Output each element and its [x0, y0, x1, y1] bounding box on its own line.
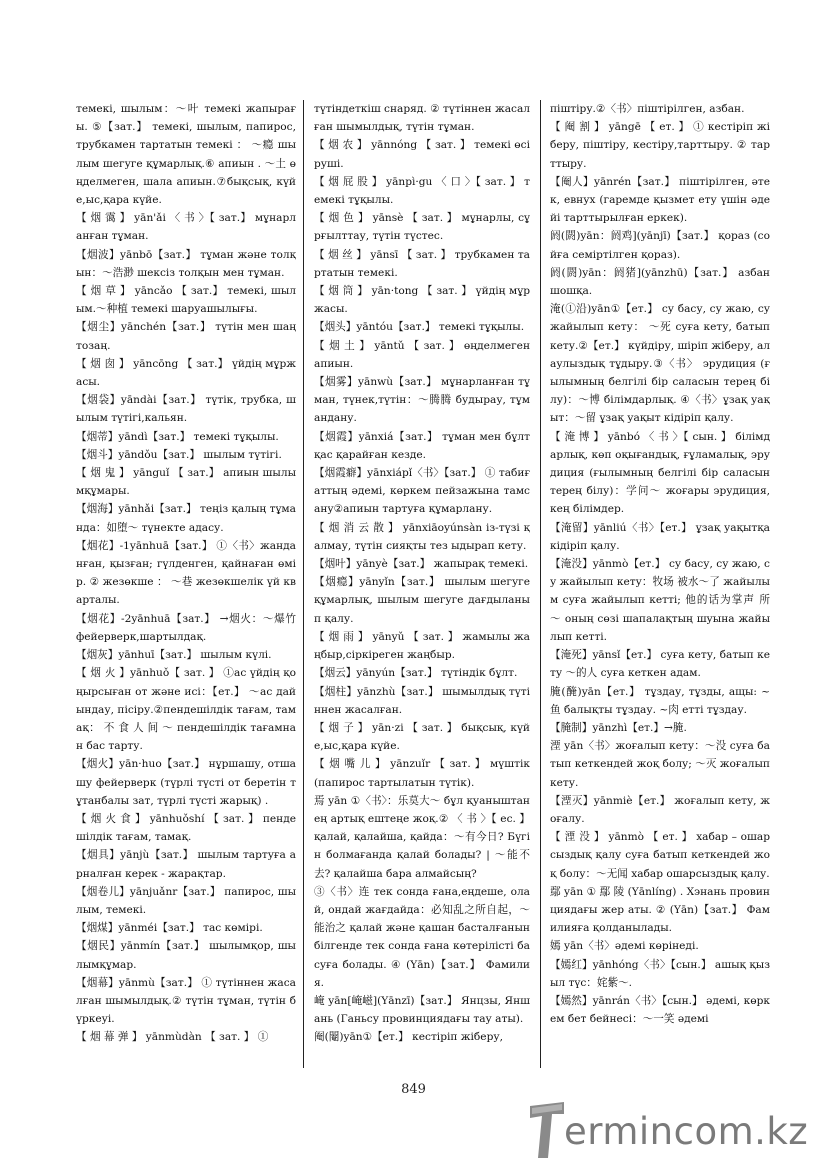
dictionary-entry: 【 烟 消 云 散 】 yānxiāoyúnsàn із-түзі қалмау, түтін сияқты тез ыдырап кету.	[314, 521, 530, 552]
dictionary-entry: 【 烟 草 】 yāncǎo 【 зат.】 темекі, шылым.～种植 темекі шаруашылығы.	[76, 285, 296, 316]
column-divider	[303, 100, 304, 1068]
dictionary-entry: 崦 yān[崦嵫](Yānzī)【зат.】 Янцзы, Яншань (Ганьсу провинциядағы тау аты).	[314, 994, 530, 1026]
dictionary-entry: 【 烟 火 】yānhuǒ【 зат. 】 ①ас үйдің қоңырсыған от және исі：【ет.】 ～ас дайындау, пісіру.②пендешілдік тағам, тамақ： 不 食 人 间 ～ пендешілдік тағамнан бас тарту.	[76, 667, 296, 753]
dictionary-entry: 【烟花】-2yānhuā【зат.】 →烟火：～爆竹 фейерверк,шартылдақ.	[76, 612, 296, 643]
dictionary-entry: 【 烟 筒 】 yān·tong 【 зат. 】 үйдің мұржасы.	[314, 285, 530, 316]
dictionary-entry: 【 烟 色 】 yānsè 【 зат. 】 мұнарлы, сұрғылттау, түтін түстес.	[314, 212, 530, 243]
dictionary-entry: 阉(閹)yān①【ет.】 кестіріп жіберу,	[314, 1031, 503, 1044]
dictionary-entry: 【淹没】yānmò【ет.】 су басу, су жаю, су жайылып кету：牧场 被水～了 жайылым суға жайылып кетті; 他的话为掌声 所 ～ оның сөзі шапалақтың шуына жайылып кетті.	[550, 558, 770, 643]
dictionary-entry: 淹(①沿)yān①【ет.】 су басу, су жаю, су жайылып кету： ～死 суға кету, батып кету.②【ет.】 күйдіру, шіріп жіберу, алаулыздық тұдыру.③〈书〉 эрудиция (ғылымның белгілі бір саласын терең білу)：～博 білімдарлық. ④〈书〉ұзақ уақыт：～留 ұзақ уақыт кідіріп қалу.	[550, 303, 770, 425]
dictionary-entry: 【烟民】yānmín【зат.】 шылымқор, шылымқұмар.	[76, 940, 296, 971]
dictionary-entry: 【嫣然】yānrán〈书〉【сын.】 әдемі, көркем бет бейнесі：～一笑 әдемі	[550, 994, 770, 1026]
dictionary-entry: 【 烟 嘴 儿 】 yānzuǐr 【 зат. 】 мүштік (папирос тартылатын түтік).	[314, 758, 530, 789]
dictionary-entry: 【嫣红】yānhóng〈书〉【сын.】 ашық қызыл түс：姹紫～.	[550, 958, 770, 989]
termincom-logo	[526, 1100, 816, 1162]
dictionary-entry: 【 烟 幕 弹 】 yānmùdàn 【 зат. 】 ①	[76, 1031, 269, 1044]
logo-text: ermincom.kz	[564, 1110, 809, 1153]
column-right	[550, 100, 770, 1066]
dictionary-entry: 【烟卷儿】yānjuǎnr【зат.】 папирос, шылым, темекі.	[76, 885, 296, 916]
dictionary-entry: 【烟花】-1yānhuā【зат.】 ①〈书〉жанданған, қызған; гүлденген, қайнаған өмір. ② жезөкше ： ～巷 жезөкшелік үй кварталы.	[76, 539, 296, 607]
page-number: 849	[401, 1082, 426, 1097]
column-divider	[540, 100, 541, 1068]
dictionary-entry: 【烟斗】yāndǒu【зат.】 шылым түтігі.	[76, 448, 282, 461]
dictionary-entry: 【 烟 霭 】 yān'ǎi 〈 书 〉【 зат.】 мұнарланған тұман.	[76, 212, 296, 243]
dictionary-entry: 【烟头】yāntóu【зат.】 темекі тұқылы.	[314, 321, 525, 334]
dictionary-entry: 【 烟 子 】 yān·zi 【 зат. 】 бықсық, күйе,ыс,қара күйе.	[314, 721, 530, 753]
dictionary-entry: темекі, шылым：～叶 темекі жапырағы. ⑤【зат.】 темекі, шылым, папирос, трубкамен тартатын темекі ： ～瘾 шылым шегуге құмарлық.⑥ апиын . ～土 өңделмеген, шала апиын.⑦бықсық, күйе,ыс,қара күйе.	[76, 103, 296, 207]
logo-t-icon	[526, 1100, 566, 1160]
dictionary-entry: 嫣 yān〈书〉әдемі көрінеді.	[550, 940, 699, 953]
dictionary-entry: 【烟叶】yānyè【зат.】 жапырақ темекі.	[314, 558, 529, 571]
dictionary-entry: 【 烟 土 】 yāntǔ 【 зат. 】 өңделмеген апиын.	[314, 339, 530, 370]
dictionary-entry: 【阉人】yānrén【зат.】 піштірілген, әтек, евнух (гаремде қызмет ету үшін әдейі тарттырылған еркек).	[550, 175, 770, 225]
dictionary-entry: 湮 yān〈书〉жоғалып кету：～没 суға батып кеткендей жоқ болу; ～灭 жоғалып кету.	[550, 740, 770, 789]
dictionary-entry: 阏(閼)yān：阏猪](yānzhū)【зат.】 азбан шошқа.	[550, 266, 770, 298]
dictionary-entry: 鄢 yān ① 鄢 陵 (Yānlíng) . Хэнань провинциядағы жер аты. ② (Yān)【зат.】 Фамилияға қолданылады.	[550, 885, 770, 935]
dictionary-entry: 【烟尘】yānchén【зат.】 түтін мен шаң тозаң.	[76, 321, 296, 352]
column-middle	[314, 100, 530, 1066]
dictionary-entry: 腌(醃)yān【ет.】 тұздау, тұзды, ащы: ~鱼 балықты тұздау. ~肉 етті тұздау.	[550, 685, 770, 716]
dictionary-entry: 【烟霞癖】yānxiápǐ〈书〉【зат.】 ① табиғаттың әдемі, көркем пейзажына тамсану②апиын тартуға құмарлану.	[314, 467, 530, 516]
dictionary-entry: 【 烟 鬼 】 yānguǐ 【 зат.】 апиын шылымқұмары.	[76, 467, 296, 498]
dictionary-entry: 【烟瘾】yānyǐn【зат.】 шылым шегуге құмарлық, шылым шегуге дағдыланып қалу.	[314, 576, 530, 625]
dictionary-entry: 【烟海】yānhǎi【зат.】 теңіз қалың тұманда：如堕～ түнекте адасу.	[76, 503, 296, 534]
dictionary-entry: 【 烟 农 】 yānnóng 【 зат. 】 темекі өсіруші.	[314, 139, 530, 170]
column-left	[76, 100, 296, 1066]
dictionary-entry: 阏(閼)yān：阏鸡](yānjī)【зат.】 қораз (сойға семіртілген қораз).	[550, 230, 770, 261]
dictionary-entry: 【淹留】yānliú〈书〉【ет.】 ұзақ уақытқа кідіріп қалу.	[550, 521, 770, 552]
dictionary-entry: 【淹死】yānsǐ【ет.】 суға кету, батып кету ～的人 суға кеткен адам.	[550, 649, 770, 680]
dictionary-entry: 【 阉 割 】 yāngē 【 ет. 】 ① кестіріп жіберу, піштіру, кестіру,тарттыру. ② тарттыру.	[550, 121, 770, 170]
dictionary-entry: 【湮灭】yānmiè【ет.】 жоғалып кету, жоғалу.	[550, 794, 770, 825]
dictionary-entry: ③〈书〉连 тек сонда ғана,еңдеше, олай, ондай жағдайда：必知乱之所自起，～能治之 қалай және қашан басталғанын білгенде тек сонда ғана көтерілісті басуға болады. ④ (Yān)【зат.】 Фамилия.	[314, 885, 530, 989]
dictionary-entry: піштіру.②〈书〉піштірілген, азбан.	[550, 103, 745, 115]
dictionary-entry: 【 烟 雨 】 yānyǔ 【 зат. 】 жамылы жаңбыр,сіркіреген жаңбыр.	[314, 630, 530, 662]
dictionary-entry: 【腌制】yānzhì【ет.】→腌.	[550, 721, 687, 734]
dictionary-entry: 【烟煤】yānméi【зат.】 тас көмірі.	[76, 922, 263, 935]
dictionary-entry: түтіндеткіш снаряд. ② түтіннен жасалған шымылдық, түтін тұман.	[314, 103, 530, 134]
dictionary-entry: 【烟幕】yānmù【зат.】 ① түтіннен жасалған шымылдық.② түтін тұман, түтін бүркеуі.	[76, 976, 296, 1026]
dictionary-entry: 【 湮 没 】 yānmò 【 ет. 】 хабар – ошарсыздық қалу суға батып кеткендей жоқ болу：～无闻 хабар ошарсыздық қалу.	[550, 831, 770, 880]
dictionary-entry: 【烟火】yān·huo【зат.】 нұршашу, отшашу фейерверк (түрлі түсті от беретін тұтанбалы зат, түрлі түсті жарық) .	[76, 758, 296, 807]
dictionary-entry: 【烟雾】yānwù【зат.】 мұнарланған тұман, түнек,түтін：～腾腾 будырау, тұмандану.	[314, 376, 530, 425]
dictionary-entry: 【烟袋】yāndài【зат.】 түтік, трубка, шылым түтігі,кальян.	[76, 394, 296, 425]
dictionary-entry: 【烟柱】yānzhù【зат.】 шымылдық түтіннен жасалған.	[314, 685, 530, 716]
dictionary-entry: 【 烟 火 食 】 yānhuǒshí 【 зат. 】 пендешілдік тағам, тамақ.	[76, 812, 296, 844]
dictionary-entry: 焉 yān ①〈书〉：乐莫大～ бұл қуаныштан ең артық ештеңе жоқ.② 〈 书 〉【 ес. 】 қалай, қалайша, қайда：～有今日? Бүгін болмағанда қалай болады? | ～能不去? қалайша бара алмайсың?	[314, 794, 530, 880]
dictionary-entry: 【烟灰】yānhuī【зат.】 шылым күлі.	[76, 649, 272, 662]
dictionary-entry: 【烟具】yānjù【зат.】 шылым тартуға арналған керек - жарақтар.	[76, 849, 296, 880]
dictionary-entry: 【 烟 囱 】 yāncōng 【 зат.】 үйдің мұржасы.	[76, 357, 296, 389]
dictionary-entry: 【 烟 屁 股 】 yānpì·gu 〈 口 〉【 зат. 】 темекі тұқылы.	[314, 175, 530, 207]
dictionary-entry: 【 淹 博 】 yānbó 〈 书 〉【 сын. 】 білімдарлық, көп оқығандық, ғұламалық, эрудиция (ғылымның белгілі бір саласын терең білу)：学问～ жоғары эрудиция, кең білімдер.	[550, 430, 770, 516]
dictionary-entry: 【烟波】yānbō【зат.】 тұман және толқын：～浩渺 шексіз толқын мен тұман.	[76, 248, 296, 279]
dictionary-entry: 【烟霞】yānxiá【зат.】 тұман мен бұлт қас қарайған кезде.	[314, 430, 530, 461]
dictionary-entry: 【 烟 丝 】 yānsī 【 зат. 】 трубкамен тартатын темекі.	[314, 248, 530, 279]
dictionary-entry: 【烟云】yānyún【зат.】 түтіндік бұлт.	[314, 667, 518, 680]
dictionary-entry: 【烟蒂】yāndì【зат.】 темекі тұқылы.	[76, 430, 279, 443]
